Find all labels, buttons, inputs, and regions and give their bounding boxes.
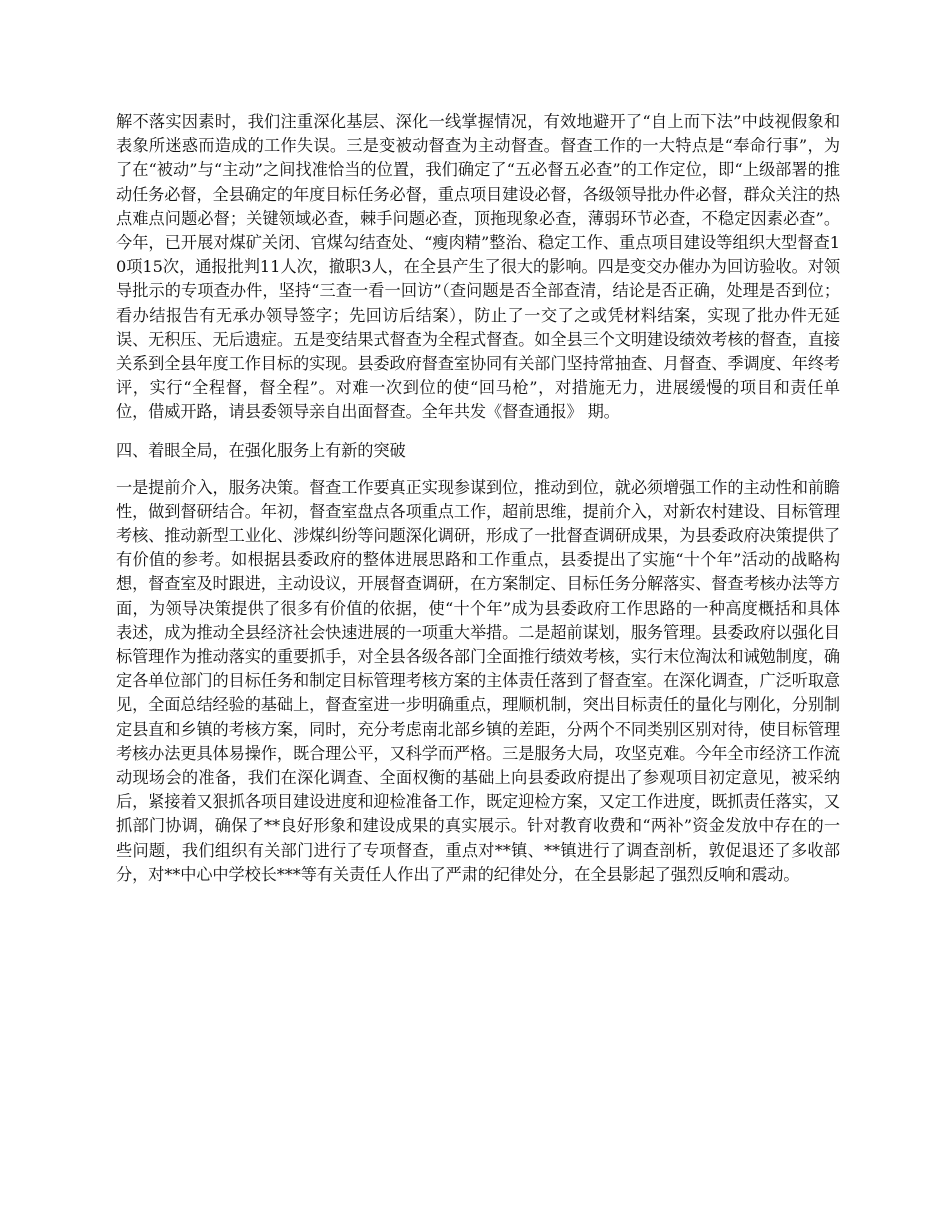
body-paragraph: 一是提前介入，服务决策。督查工作要真正实现参谋到位，推动到位，就必须增强工作的主动性和前瞻性，做到督研结合。年初，督查室盘点各项重点工作，超前思维，提前介入，对新农村建设、目标管理考核、推动新型工业化、涉煤纠纷等问题深化调研，形成了一批督查调研成果，为县委政府决策提供了有价值的参考。如根据县委政府的整体进展思路和工作重点，县委提出了实施“十个年”活动的战略构想，督查室及时跟进，主动设议，开展督查调研，在方案制定、目标任务分解落实、督查考核办法等方面，为领导决策提供了很多有价值的依据，使“十个年”成为县委政府工作思路的一种高度概括和具体表述，成为推动全县经济社会快速进展的一项重大举措。二是超前谋划，服务管理。县委政府以强化目标管理作为推动落实的重要抓手，对全县各级各部门全面推行绩效考核，实行末位淘汰和诫勉制度，确定各单位部门的目标任务和制定目标管理考核方案的主体责任落到了督查室。在深化调查，广泛听取意见，全面总结经验的基础上，督查室进一步明确重点，理顺机制，突出目标责任的量化与刚化，分别制定县直和乡镇的考核方案，同时，充分考虑南北部乡镇的差距，分两个不同类别区别对待，使目标管理考核办法更具体易操作，既合理公平，又科学而严格。三是服务大局，攻坚克难。今年全市经济工作流动现场会的准备，我们在深化调查、全面权衡的基础上向县委政府提出了参观项目初定意见，被采纳后，紧接着又狠抓各项目建设进度和迎检准备工作，既定迎检方案，又定工作进度，既抓责任落实，又抓部门协调，确保了**良好形象和建设成果的真实展示。针对教育收费和“两补”资金发放中存在的一些问题，我们组织有关部门进行了专项督查，重点对**镇、**镇进行了调查剖析，敦促退还了多收部分，对**中心中学校长***等有关责任人作出了严肃的纪律处分，在全县影起了强烈反响和震动。 (116, 477, 840, 884)
document-page (116, 110, 840, 887)
section-heading: 四、着眼全局，在强化服务上有新的突破 (116, 440, 406, 460)
body-paragraph: 解不落实因素时，我们注重深化基层、深化一线掌握情况，有效地避开了“自上而下法”中歧视假象和表象所迷惑而造成的工作失误。三是变被动督查为主动督查。督查工作的一大特点是“奉命行事”，为了在“被动”与“主动”之间找准恰当的位置，我们确定了“五必督五必查”的工作定位，即“上级部署的推动任务必督，全县确定的年度目标任务必督，重点项目建设必督，各级领导批办件必督，群众关注的热点难点问题必督；关键领域必查，棘手问题必查，顶拖现象必查，薄弱环节必查，不稳定因素必查”。今年，已开展对煤矿关闭、官煤勾结查处、“瘦肉精”整治、稳定工作、重点项目建设等组织大型督查10项15次，通报批判11人次，撤职3人，在全县产生了很大的影响。四是变交办催办为回访验收。对领导批示的专项查办件，坚持“三查一看一回访”（查问题是否全部查清，结论是否正确，处理是否到位；看办结报告有无承办领导签字；先回访后结案），防止了一交了之或凭材料结案，实现了批办件无延误、无积压、无后遗症。五是变结果式督查为全程式督查。如全县三个文明建设绩效考核的督查，直接关系到全县年度工作目标的实现。县委政府督查室协同有关部门坚持常抽查、月督查、季调度、年终考评，实行“全程督，督全程”。对难一次到位的使“回马枪”，对措施无力，进展缓慢的项目和责任单位，借威开路，请县委领导亲自出面督查。全年共发《督查通报》 期。 (116, 112, 840, 422)
